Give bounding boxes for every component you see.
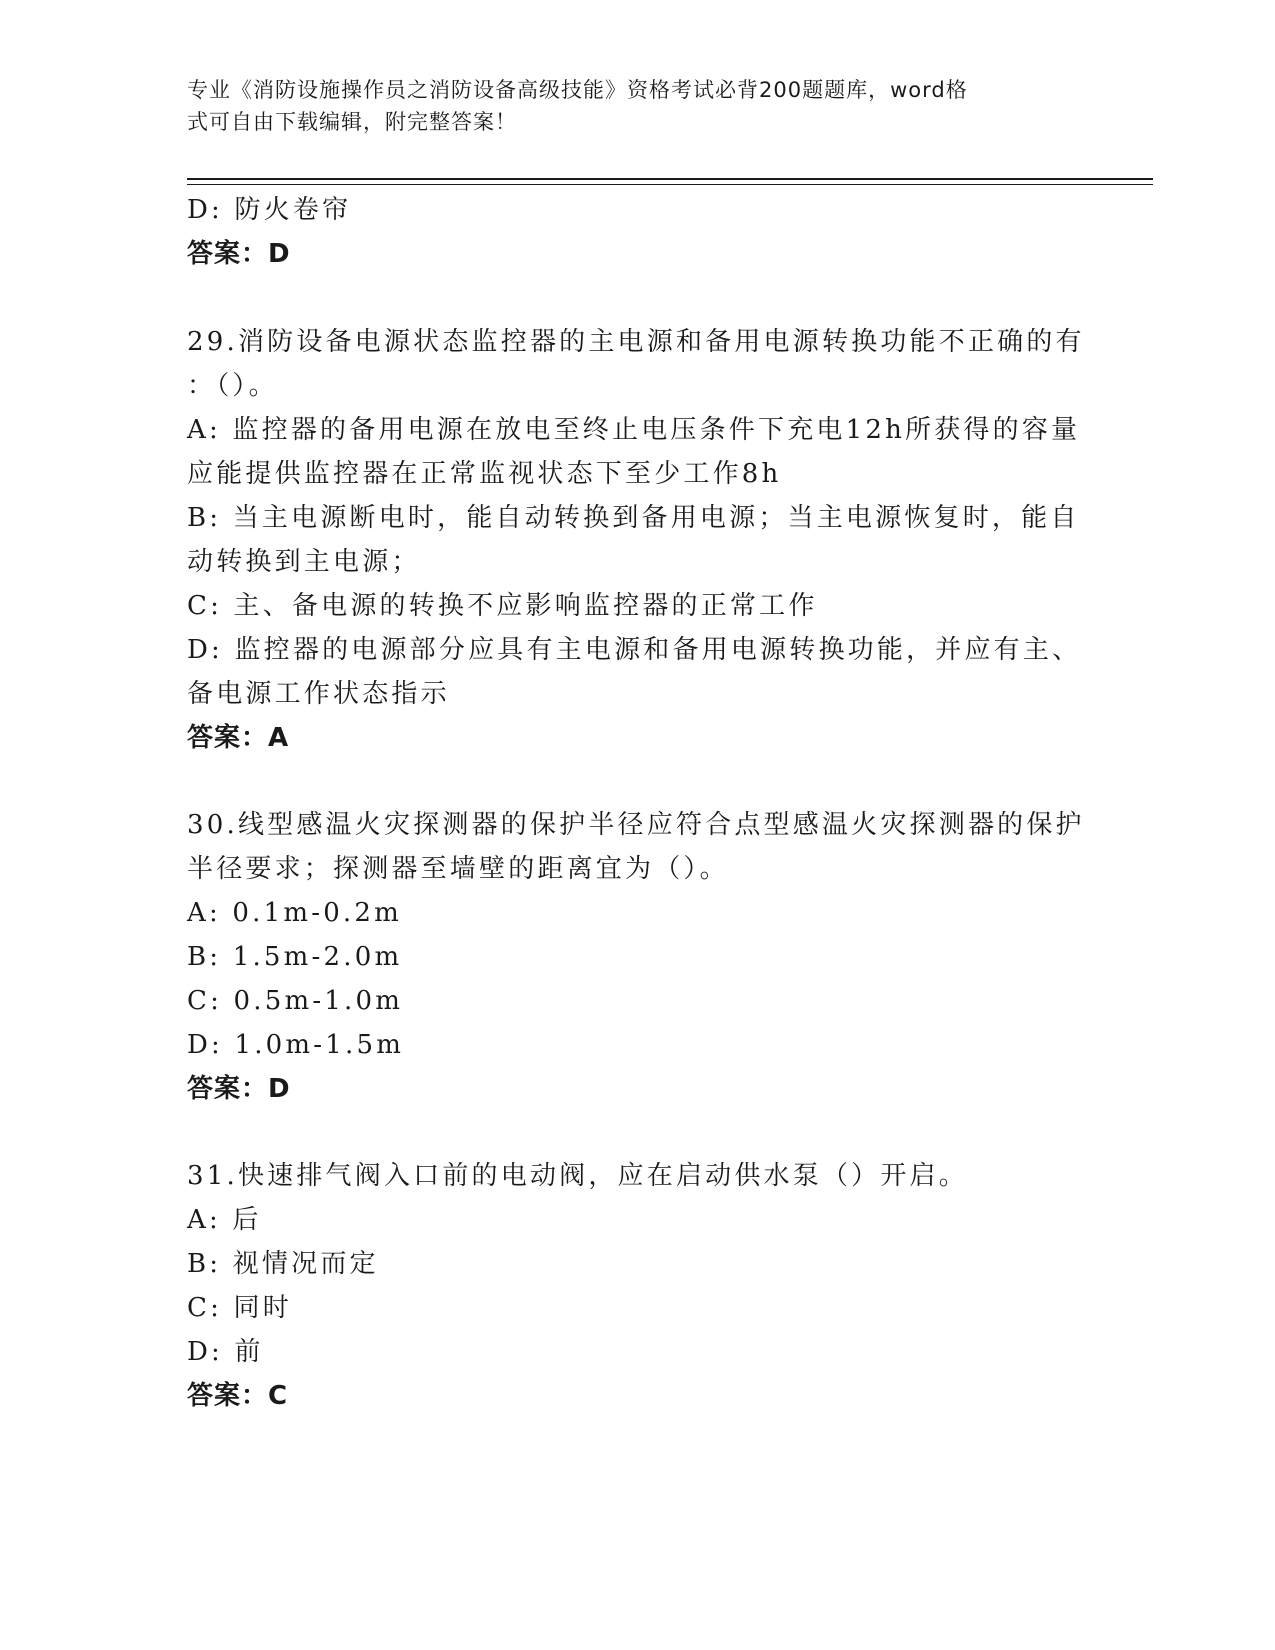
- q29-option-b-line-2: 动转换到主电源；: [187, 547, 421, 577]
- q30-stem-line-2: 半径要求；探测器至墙壁的距离宜为（）。: [187, 854, 729, 884]
- q30-option-b: B: 1.5m-2.0m: [187, 942, 403, 972]
- q31-option-c: C: 同时: [187, 1293, 292, 1323]
- q29-option-a-line-1: A: 监控器的备用电源在放电至终止电压条件下充电12h所获得的容量: [187, 415, 1081, 445]
- q30-option-a: A: 0.1m-0.2m: [187, 898, 402, 928]
- q29-option-c: C: 主、备电源的转换不应影响监控器的正常工作: [187, 591, 818, 621]
- header-line-2: 式可自由下载编辑，附完整答案！: [187, 110, 517, 134]
- q30-option-c: C: 0.5m-1.0m: [187, 986, 404, 1016]
- q29-option-d-line-1: D: 监控器的电源部分应具有主电源和备用电源转换功能，并应有主、: [187, 635, 1082, 665]
- q31-option-d: D: 前: [187, 1337, 264, 1367]
- q29-option-b-line-1: B: 当主电源断电时，能自动转换到备用电源；当主电源恢复时，能自: [187, 503, 1080, 533]
- q29-answer: 答案：A: [187, 723, 290, 753]
- header-line-1: 专业《消防设施操作员之消防设备高级技能》资格考试必背200题题库，word格: [187, 78, 968, 102]
- q29-stem-line-1: 29.消防设备电源状态监控器的主电源和备用电源转换功能不正确的有: [187, 327, 1085, 357]
- q29-option-a-line-2: 应能提供监控器在正常监视状态下至少工作8h: [187, 459, 782, 489]
- header-divider-thick: [187, 178, 1153, 180]
- header-divider-thin: [187, 184, 1153, 185]
- q30-answer: 答案：D: [187, 1074, 291, 1104]
- q29-stem-line-2: ：（）。: [187, 371, 278, 401]
- q31-option-a: A: 后: [187, 1205, 262, 1235]
- q30-option-d: D: 1.0m-1.5m: [187, 1030, 405, 1060]
- prev-option-d: D: 防火卷帘: [187, 195, 352, 225]
- q30-stem-line-1: 30.线型感温火灾探测器的保护半径应符合点型感温火灾探测器的保护: [187, 810, 1085, 840]
- q31-stem: 31.快速排气阀入口前的电动阀，应在启动供水泵（）开启。: [187, 1161, 968, 1191]
- prev-answer: 答案：D: [187, 239, 291, 269]
- q31-option-b: B: 视情况而定: [187, 1249, 379, 1279]
- q31-answer: 答案：C: [187, 1381, 289, 1411]
- q29-option-d-line-2: 备电源工作状态指示: [187, 679, 450, 709]
- document-header: [187, 74, 1067, 138]
